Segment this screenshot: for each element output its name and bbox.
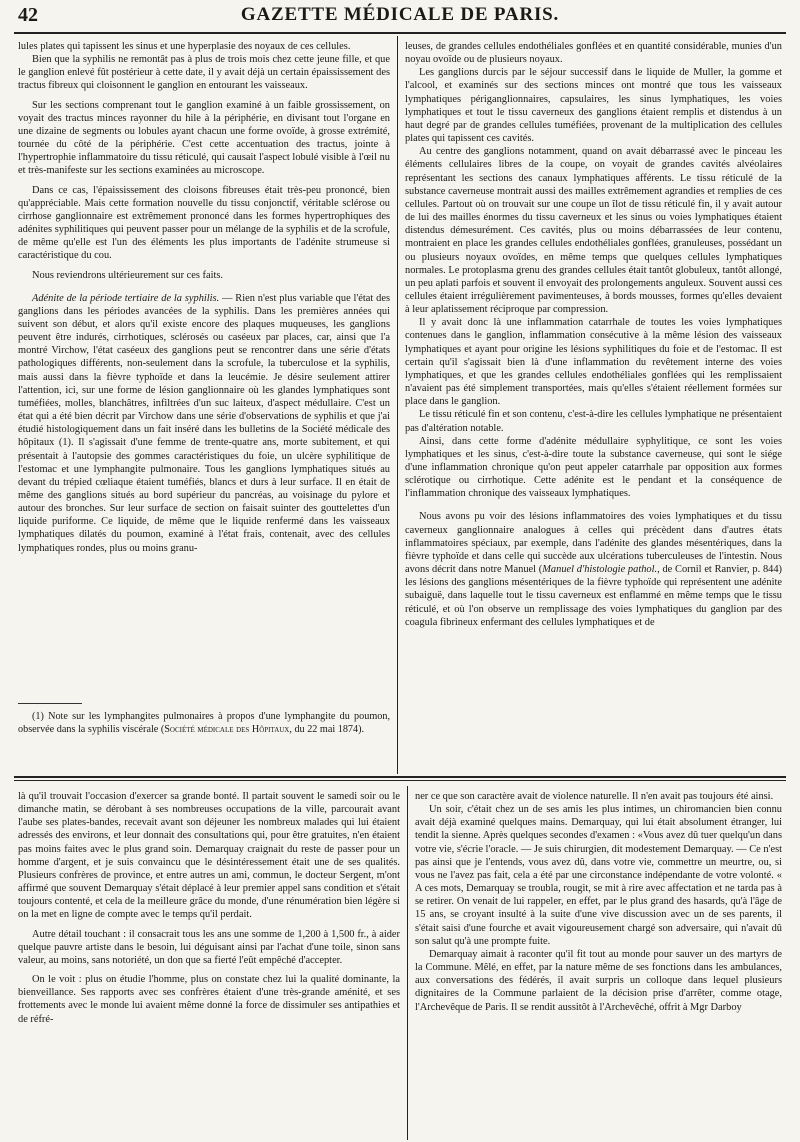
upper-left-column bbox=[18, 40, 390, 690]
manual-title: Manuel d'histologie pathol. bbox=[542, 564, 658, 576]
column-divider-upper bbox=[397, 36, 398, 774]
footnote-rule bbox=[18, 703, 82, 704]
paragraph-text: , de Cornil et Ranvier, p. 844) les lésions des ganglions mésentériques de la fièvre typhoïde qui représentent une adénite subaiguë, dans laquelle tout le tissu caverneux est enflammé en même temps que le tissu réticulé, et où l'on observe un remplissage des voies lymphatiques du ganglion par des coagula fibrineux enfermant des cellules lymphatiques et de bbox=[405, 564, 782, 628]
column-divider-lower bbox=[407, 786, 408, 1140]
paragraph bbox=[405, 510, 782, 628]
paragraph: Au centre des ganglions notamment, quand on avait débarrassé avec le pinceau les éléments cellulaires libres de la coupe, on voyait de grandes cavités alvéolaires représentant les sections des canaux lymphatiques afférents. Le tissu réticulé de la substance caverneuse montrait aussi des mailles extrêmement agrandies et remplies de ces cellules. Partout où on trouvait sur une coupe un îlot de tissu réticulé fin, il y avait autour de lui des mailles énormes du tissu caverneux et les sinus ou voies lymphatiques étaient distendus démesurément. Ces cavités, plus ou moins débarrassées de leur contenu, montraient en place les grandes cellules endothéliales gonflées, granuleuses, possédant un ou plusieurs noyaux ovoïdes, en même temps que quelques cellules lymphatiques normales. Le protoplasma grenu des grandes cellules était tantôt globuleux, tantôt allongé, un peu aplati parfois et souvent il envoyait des prolongements anguleux. Souvent aussi ces cellules étaient irrégulièrement pavimenteuses, à bords mousses, formes qu'elles devaient à leur aplatissement réciproque par compression. bbox=[405, 146, 782, 316]
header-rule bbox=[14, 32, 786, 34]
footnote bbox=[18, 710, 390, 736]
lower-left-column bbox=[18, 790, 400, 1140]
section-rule bbox=[14, 776, 786, 778]
paragraph-text: — Rien n'est plus variable que l'état des ganglions dans les périodes avancées de la syphilis. Dans les premières années qui suivent son début, et alors qu'il existe encore des plaques muqueuses, les ganglions peuvent être indurés, cirrhotiques, sclérosés ou caséeux par places, car, ainsi que l'a montré Virchow, l'état caséeux des ganglions peut se rencontrer dans une série d'états pathologiques différents, non-seulement dans la scrofule, la tuberculose et la syphilis, mais aussi dans la fièvre typhoïde et dans la leucémie. Je désire seulement attirer l'attention, ici, sur une forme de lésion ganglionnaire où les glandes lymphatiques sont tuméfiées, molles, blanchâtres, infiltrées d'un suc laiteux, d'aspect médullaire. C'est un état qui a été bien décrit par Virchow dans une série d'observations de syphilis et que j'ai étudié histologiquement dans un fait inséré dans les bulletins de la Société médicale des hôpitaux (1). Il s'agissait d'une femme de trente-quatre ans, morte subitement, et qui présentait à l'autopsie des gommes caractéristiques du foie, un ulcère syphilitique de l'estomac et une lymphangite pulmonaire. Tous les ganglions lymphatiques situés au devant du trépied cœliaque étaient tuméfiés, blancs et durs à leur surface. Il en était de même des ganglions situés au bord supérieur du pancréas, au voisinage du pylore et autour des bronches. Sur leur surface de section on faisait suinter des gouttelettes d'un liquide puriforme. Ce liquide, de même que le liquide renfermé dans les vaisseaux lymphatiques dilatés du poumon, examiné à l'état frais, contenait, avec des cellules lymphatiques rondes, plus ou moins granu- bbox=[18, 292, 390, 554]
upper-right-column bbox=[405, 40, 782, 772]
paragraph: Bien que la syphilis ne remontât pas à plus de trois mois chez cette jeune fille, et que le ganglion enlevé fût postérieur à cette date, il y avait déjà un certain épaississement des tractus fibreux qui cloisonnent le ganglion en entourant les vaisseaux. bbox=[18, 54, 390, 92]
paragraph-text: Nous avons pu voir des lésions inflammatoires des voies lymphatiques et du tissu caverneux ganglionnaire analogues à celles qui précèdent dans d'autres états inflammatoires spéciaux, par exemple, dans l'adénite des glandes mésentériques, dans la fièvre typhoïde et dans celle qui succède aux ulcérations tuberculeuses de l'intestin. Nous avons décrit dans notre Manuel ( bbox=[405, 511, 782, 576]
footnote-date: , du 22 mai 1874). bbox=[289, 724, 365, 736]
lower-right-column bbox=[415, 790, 782, 1140]
paragraph: Il y avait donc là une inflammation catarrhale de toutes les voies lymphatiques contenues dans le ganglion, inflammation consécutive à la même lésion des vaisseaux lymphatiques et ayant pour origine les lésions syphilitiques du foie et de l'estomac. Il est certain qu'il s'agissait bien là d'une inflammation du revêtement interne des voies lymphatiques, et que les grandes cellules endothéliales gonflées qui les remplissaient n'avaient pas été simplement transportées, mais qu'elles s'étaient réellement formées sur place dans le ganglion. bbox=[405, 317, 782, 408]
paragraph: Les ganglions durcis par le séjour successif dans le liquide de Muller, la gomme et l'alcool, et examinés sur des sections minces ont montré que tous les vaisseaux lymphatiques périganglionnaires, capsulaires, les sinus lymphatiques, les voies lymphatiques et tout le tissu caverneux des ganglions étaient remplis et distendus à un haut degré par de grandes cellules tuméfiées, provenant de la multiplication des cellules plates qui tapissent ces cavités. bbox=[405, 67, 782, 145]
footnote-society: Société médicale des Hôpitaux bbox=[164, 724, 290, 736]
journal-title: GAZETTE MÉDICALE DE PARIS. bbox=[240, 4, 560, 25]
section-heading: Adénite de la période tertiaire de la syphilis. bbox=[32, 292, 220, 304]
paragraph: Un soir, c'était chez un de ses amis les plus intimes, un chiromancien bien connu avait déjà examiné quelques mains. Demarquay, qui lui était absolument étranger, lui tendit la sienne. Après quelques secondes d'examen : «Vous avez dû tuer quelqu'un dans votre vie, s'écrie l'oracle. — Je suis chirurgien, dit modestement Demarquay. — Ce n'est pas ainsi que je l'entends, vous avez dû, dans votre vie, commettre un meurtre, ou, si vous ne l'avez pas fait, cela a été par une circonstance indépendante de votre volonté. « A ces mots, Demarquay se troubla, rougit, se mit à rire avec affectation et ne tarda pas à se retirer. On venait de lui rappeler, en effet, par le plus grand des hasards, qu'à l'âge de 15 ans, se croyant insulté à la suite d'une vive discussion avec un de ses parents, il s'était saisi d'une fourche et avait vigoureusement chargé son adversaire, qui n'avait dû son salut qu'à une prompte fuite. bbox=[415, 804, 782, 947]
paragraph: Dans ce cas, l'épaississement des cloisons fibreuses était très-peu prononcé, bien qu'appréciable. Mais cette formation nouvelle du tissu conjonctif, véritable sclérose ou cirrhose ganglionnaire est extrêmement prononcé dans les formes hypertrophiques des adénites syphilitiques qui peuvent passer pour un mélange de la syphilis et de la scrofule, de même qu'elle est l'un des éléments les plus importants de l'adénite strumeuse si caractéristique du cou. bbox=[18, 184, 390, 262]
paragraph: Autre détail touchant : il consacrait tous les ans une somme de 1,200 à 1,500 fr., à aider quelque pauvre artiste dans le besoin, lui déguisant ainsi par l'achat d'une toile, sinon sans valeur, au moins, sans notoriété, un don que sa fierté l'eût empêché d'accepter. bbox=[18, 928, 400, 966]
section-rule-thin bbox=[14, 780, 786, 781]
paragraph: leuses, de grandes cellules endothéliales gonflées et en quantité considérable, munies d'un noyau ovoïde ou de plusieurs noyaux. bbox=[405, 41, 782, 66]
footnote-text: (1) Note sur les lymphangites pulmonaires à propos d'une lymphangite du poumon, observée dans la syphilis viscérale ( bbox=[18, 711, 390, 736]
paragraph: Nous reviendrons ultérieurement sur ces faits. bbox=[32, 269, 224, 281]
page-number: 42 bbox=[18, 4, 38, 26]
paragraph: lules plates qui tapissent les sinus et une hyperplasie des noyaux de ces cellules. bbox=[18, 41, 351, 52]
paragraph: là qu'il trouvait l'occasion d'exercer sa grande bonté. Il partait souvent le samedi soir ou le dimanche matin, se dérobant à ses nombreuses occupations de la ville, parcourait avant l'aube ses plates-bandes, recevait avant son déjeuner les nombreux malades qui lui étaient adressés des environs, et leur donnait des consultations qui, pour être gratuites, n'en étaient pas moins faites avec le plus grand soin. Demarquay craignait du reste de passer pour un homme d'argent, et je suis convaincu que le désintéressement était une de ses qualités. Plusieurs confrères de province, et entre autres un ami, commun, le docteur Sergent, m'ont affirmé que souvent Demarquay s'était déplacé à leur premier appel sans condition et s'était toujours contenté, et cela de la meilleure grâce du monde, d'une rénumération bien légère si on la met en ligne de compte avec le temps qu'il perdait. bbox=[18, 791, 400, 921]
paragraph: Ainsi, dans cette forme d'adénite médullaire syphylitique, ce sont les voies lymphatiques et les sinus, c'est-à-dire toute la substance caverneuse, qui sont le siége d'une inflammation chronique qu'on peut appeler catarrhale par opposition aux formes sclérotique ou cirrhotique. Cette adénite est le pendant et la conséquence de l'inflammation chronique des vaisseaux lymphatiques. bbox=[405, 435, 782, 500]
paragraph: On le voit : plus on étudie l'homme, plus on constate chez lui la qualité dominante, la bienveillance. Ses rapports avec ses confrères étaient d'une très-grande aménité, et ses frottements avec le monde lui avaient même donné la force de dissimuler ses antipathies et de réfré- bbox=[18, 974, 400, 1025]
paragraph: ner ce que son caractère avait de violence naturelle. Il n'en avait pas toujours été ainsi. bbox=[415, 791, 774, 802]
paragraph: Sur les sections comprenant tout le ganglion examiné à un faible grossissement, on voyait des tractus minces rayonner du hile à la périphérie, en divisant tout l'organe en une dizaine de segments ou lobules ayant chacun une forme ovoïde, à grosse extrémité, tournée du côté de la périphérie. C'est cette accentuation des tractus, jointe à l'hypertrophie inflammatoire du tissu réticulé, qui causait l'aspect lobulé visible à l'œil nu et très-manifeste sur les sections examinées au microscope. bbox=[18, 99, 390, 177]
paragraph: Demarquay aimait à raconter qu'il fit tout au monde pour sauver un des martyrs de la Commune. Mêlé, en effet, par la nature même de ses fonctions dans les ambulances, aux conversations des fédérés, il avait surpris un colloque dans lequel plusieurs dignitaires de la Commune parlaient de la décision prise d'arrêter, comme otage, l'Archevêque de Paris. Il se rendit aussitôt à l'Archevêché, offrit à Mgr Darboy bbox=[415, 948, 782, 1013]
paragraph: Le tissu réticulé fin et son contenu, c'est-à-dire les cellules lymphatique ne présentaient pas d'altération notable. bbox=[405, 409, 782, 434]
paragraph-tertiary-adenitis bbox=[18, 292, 390, 555]
